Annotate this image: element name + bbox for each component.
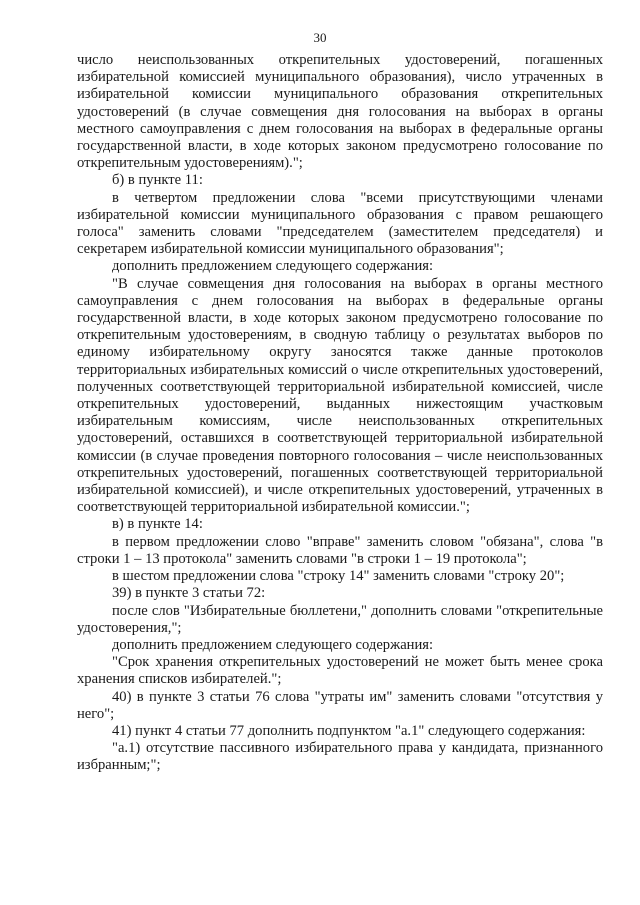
paragraph: в первом предложении слово "вправе" заменить словом "обязана", слова "в строки 1 – 13 протокола" заменить словами "в строки 1 – 19 протокола"; [77,533,603,567]
paragraph: число неиспользованных открепительных удостоверений, погашенных избирательной комиссией муниципального образования), число утраченных в избирательной комиссии муниципального образования открепительных удостоверений (в случае совмещения дня голосования на выборах в органы местного самоуправления с днем голосования на выборах в федеральные органы государственной власти, в ходе которых законом предусмотрено голосование по открепительным удостоверениям)."; [77,52,603,172]
page-number: 30 [313,30,327,45]
paragraph: в четвертом предложении слова "всеми присутствующими членами избирательной комиссии муниципального образования с правом решающего голоса" заменить словами "председателем (заместителем председателя) и секретарем избирательной комиссии муниципального образования"; [77,189,603,258]
paragraph: 41) пункт 4 статьи 77 дополнить подпунктом "а.1" следующего содержания: [112,722,586,739]
paragraph: 39) в пункте 3 статьи 72: [112,585,266,602]
paragraph: дополнить предложением следующего содержания: [112,636,434,653]
paragraph: "В случае совмещения дня голосования на выборах в органы местного самоуправления с днем голосования на выборах в федеральные органы государственной власти, в ходе которых законом предусмотрено голосование по открепительным удостоверениям, в сводную таблицу о результатах выборов по единому избирательному округу заносятся также данные протоколов территориальных избирательных комиссий о числе открепительных удостоверений, полученных соответствующей территориальной избирательной комиссией, числе открепительных удостоверений, выданных нижестоящим участковым избирательным комиссиям, числе неиспользованных открепительных удостоверений, оставшихся в соответствующей территориальной избирательной комиссии (в случае проведения повторного голосования – числе неиспользованных открепительных удостоверений, погашенных соответствующей территориальной избирательной комиссией), и числе открепительных удостоверений, утраченных в соответствующей территориальной избирательной комиссии."; [77,275,603,516]
paragraph: б) в пункте 11: [112,172,203,189]
paragraph: в шестом предложении слова "строку 14" заменить словами "строку 20"; [112,568,565,585]
paragraph: в) в пункте 14: [112,516,203,533]
paragraph: "а.1) отсутствие пассивного избирательного права у кандидата, признанного избранным;"; [77,740,603,774]
paragraph: после слов "Избирательные бюллетени," дополнить словами "открепительные удостоверения,"; [77,602,603,636]
paragraph: дополнить предложением следующего содержания: [112,258,434,275]
paragraph: "Срок хранения открепительных удостоверений не может быть менее срока хранения списков избирателей."; [77,654,603,688]
paragraph: 40) в пункте 3 статьи 76 слова "утраты им" заменить словами "отсутствия у него"; [77,688,603,722]
document-body [77,52,603,775]
